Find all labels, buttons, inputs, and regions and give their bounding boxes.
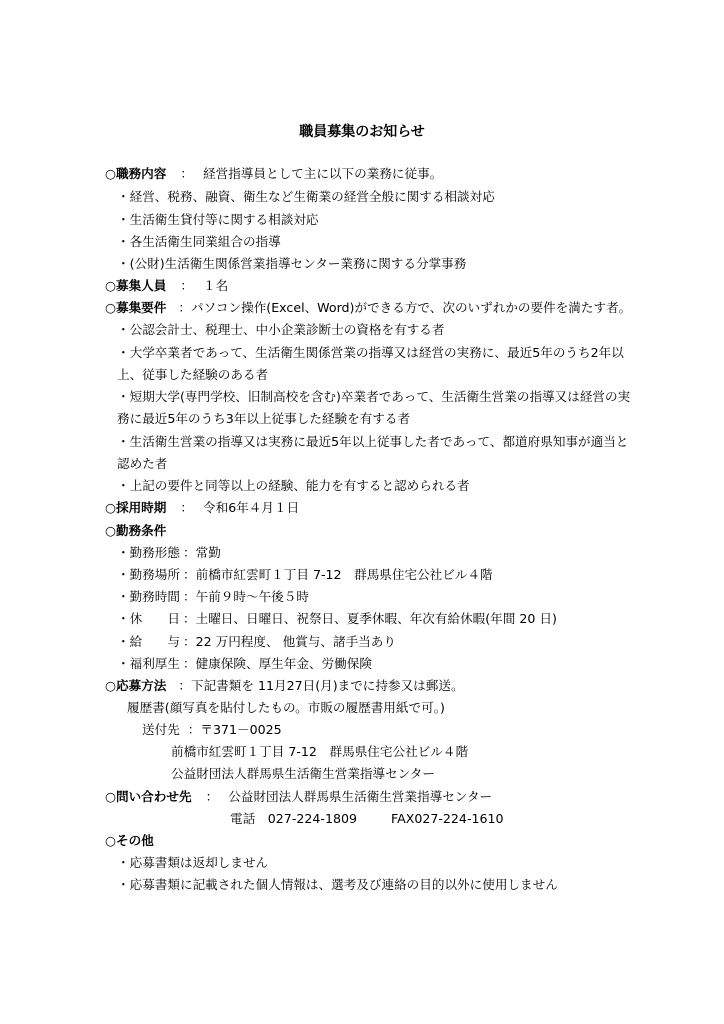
conditions-value: ：22 万円程度、 他賞与、諸手当あり (183, 634, 396, 649)
duties-row (105, 166, 442, 182)
send-postal: ：〒371－0025 (187, 722, 282, 737)
requirements-item: ・公認会計士、税理士、中小企業診断士の資格を有する者 (117, 322, 445, 337)
requirements-item: 認めた者 (117, 456, 168, 471)
conditions-item (117, 545, 221, 561)
conditions-item (117, 589, 309, 605)
conditions-value: ：健康保険、厚生年金、労働保険 (183, 656, 372, 671)
conditions-heading: ○勤務条件 (105, 523, 167, 538)
other-item: ・応募書類は返却しません (117, 855, 269, 870)
conditions-item (117, 567, 493, 583)
conditions-value: ：前橋市紅雲町１丁目 7-12 群馬県住宅公社ビル４階 (183, 567, 493, 582)
conditions-label: ・勤務場所 (117, 567, 180, 582)
conditions-item (117, 634, 396, 650)
conditions-value: ：午前９時～午後５時 (183, 589, 309, 604)
contact-heading: ○問い合わせ先 (105, 789, 192, 804)
duties-item: ・経営、税務、融資、衛生など生衛業の経営全般に関する相談対応 (117, 189, 495, 204)
requirements-item: ・生活衛生営業の指導又は実務に最近5年以上従事した者であって、都道府県知事が適当と (117, 434, 629, 449)
conditions-item (117, 656, 372, 672)
send-org: 公益財団法人群馬県生活衛生営業指導センター (171, 766, 435, 781)
requirements-item: 務に最近5年のうち3年以上従事した経験を有する者 (117, 411, 411, 426)
requirements-item: ・上記の要件と同等以上の経験、能力を有すると認められる者 (117, 478, 470, 493)
hiring-text: 令和6年４月１日 (203, 500, 300, 515)
duties-item: ・生活衛生貸付等に関する相談対応 (117, 212, 319, 227)
application-heading: ○応募方法 (105, 678, 167, 693)
requirements-row (105, 300, 631, 316)
other-heading: ○その他 (105, 833, 154, 848)
conditions-label: ・休 日 (117, 611, 180, 626)
headcount-heading: ○募集人員 (105, 278, 167, 293)
requirements-text: ：パソコン操作(Excel、Word)ができる方で、次のいずれかの要件を満たす者。 (178, 300, 632, 315)
other-item: ・応募書類に記載された個人情報は、選考及び連絡の目的以外に使用しません (117, 877, 558, 892)
requirements-item: ・大学卒業者であって、生活衛生関係営業の指導又は経営の実務に、最近5年のうち2年以 (117, 345, 624, 360)
hiring-row (105, 500, 299, 516)
duties-item: ・(公財)生活衛生関係営業指導センター業務に関する分掌事務 (117, 256, 467, 271)
requirements-item: 上、従事した経験のある者 (117, 367, 269, 382)
application-resume: 履歴書(顔写真を貼付したもの。市販の履歴書用紙で可。) (127, 700, 445, 715)
requirements-heading: ○募集要件 (105, 300, 167, 315)
contact-org: 公益財団法人群馬県生活衛生営業指導センター (228, 789, 493, 804)
duties-item: ・各生活衛生同業組合の指導 (117, 234, 281, 249)
contact-tel: 電話 027-224-1809 (230, 811, 357, 826)
duties-text: 経営指導員として主に以下の業務に従事。 (203, 166, 443, 181)
conditions-value: ：土曜日、日曜日、祝祭日、夏季休暇、年次有給休暇(年間 20 日) (183, 611, 557, 626)
conditions-label: ・勤務時間 (117, 589, 180, 604)
application-send-row (142, 722, 282, 738)
headcount-row (105, 278, 228, 294)
application-row (105, 678, 464, 694)
application-text: ：下記書類を 11月27日(月)までに持参又は郵送。 (178, 678, 464, 693)
conditions-label: ・福利厚生 (117, 656, 180, 671)
contact-phone-row (230, 811, 504, 827)
contact-sep: ： (205, 789, 219, 804)
headcount-text: １名 (203, 278, 229, 293)
send-label: 送付先 (142, 722, 180, 737)
conditions-label: ・勤務形態 (117, 545, 180, 560)
contact-row (105, 789, 492, 805)
page-title: 職員募集のお知らせ (299, 124, 425, 140)
conditions-value: ：常勤 (183, 545, 221, 560)
requirements-item: ・短期大学(専門学校、旧制高校を含む)卒業者であって、生活衛生営業の指導又は経営の実 (117, 389, 631, 404)
conditions-item (117, 611, 557, 627)
hiring-sep: ： (180, 500, 193, 515)
hiring-heading: ○採用時期 (105, 500, 167, 515)
duties-sep: ： (180, 166, 193, 181)
conditions-label: ・給 与 (117, 634, 180, 649)
contact-fax: FAX027-224-1610 (391, 811, 504, 826)
headcount-sep: ： (180, 278, 193, 293)
duties-heading: ○職務内容 (105, 166, 167, 181)
send-address: 前橋市紅雲町１丁目 7-12 群馬県住宅公社ビル４階 (171, 744, 469, 759)
